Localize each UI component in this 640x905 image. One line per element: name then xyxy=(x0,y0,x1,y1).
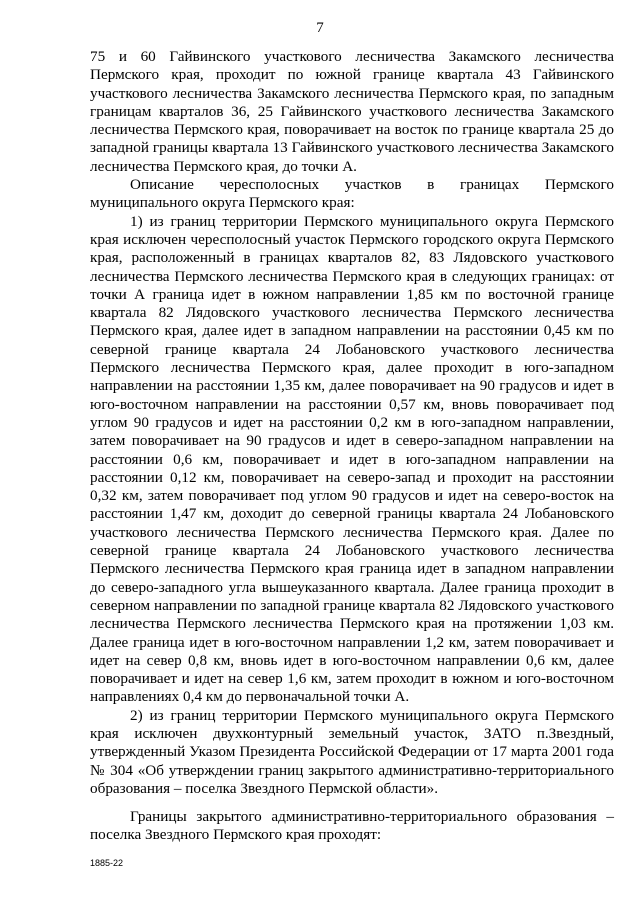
paragraph-item-1: 1) из границ территории Пермского муниципального округа Пермского края исключен чересполосный участок Пермского городского округа Пермского края, расположенный в границах кварталов 82, 83 Лядовского участкового лесничества Пермского лесничества Пермского края в следующих границах: от точки А граница идет в южном направлении 1,85 км по восточной границе квартала 82 Лядовского участкового лесничества Пермского лесничества Пермского края, далее идет в западном направлении на расстоянии 0,45 км по северной границе квартала 24 Лобановского участкового лесничества Пермского лесничества Пермского края, далее проходит в юго-западном направлении на расстоянии 1,35 км, далее поворачивает на 90 градусов и идет в юго-восточном направлении на расстоянии 0,57 км, вновь поворачивает под углом 90 градусов и идет на расстоянии 0,2 км в юго-западном направлении, затем поворачивает на 90 градусов и идет в северо-западном направлении на расстоянии 0,6 км, поворачивает и идет в юго-западном направлении на расстоянии 0,12 км, поворачивает на северо-запад и проходит на расстоянии 0,32 км, затем поворачивает под углом 90 градусов и идет на северо-восток на расстоянии 1,47 км, доходит до северной границы квартала 24 Лобановского участкового лесничества Пермского лесничества Пермского края. Далее по северной границе квартала 24 Лобановского участкового лесничества Пермского лесничества Пермского края граница идет в западном направлении до северо-западного угла вышеуказанного квартала. Далее граница проходит в северном направлении по западной границе квартала 82 Лядовского участкового лесничества Пермского лесничества Пермского края на протяжении 1,03 км. Далее граница идет в юго-восточном направлении 1,2 км, затем поворачивает и идет на север 0,8 км, вновь идет в юго-восточном направлении 0,6 км, далее поворачивает и идет на север 1,6 км, затем проходит в южном и юго-восточном направлениях 0,4 км до первоначальной точки А. xyxy=(90,212,614,706)
paragraph-item-2: 2) из границ территории Пермского муниципального округа Пермского края исключен двухконтурный земельный участок, ЗАТО п.Звездный, утвержденный Указом Президента Российской Федерации от 17 марта 2001 года № 304 «Об утверждении границ закрытого административно-территориального образования – поселка Звездного Пермской области». xyxy=(90,706,614,797)
page-number: 7 xyxy=(316,20,324,36)
document-body xyxy=(90,48,614,845)
document-code: 1885-22 xyxy=(90,858,124,868)
paragraph-zato-borders: Границы закрытого административно-территориального образования – поселка Звездного Пермского края проходят: xyxy=(90,808,614,844)
paragraph-description-heading: Описание чересполосных участков в границах Пермского муниципального округа Пермского края: xyxy=(90,176,614,212)
paragraph-continuation: 75 и 60 Гайвинского участкового лесничества Закамского лесничества Пермского края, проходит по южной границе квартала 43 Гайвинского участкового лесничества Закамского лесничества Пермского края, по западным границам кварталов 36, 25 Гайвинского участкового лесничества Закамского лесничества Пермского края, поворачивает на восток по границе квартала 25 до западной границы квартала 13 Гайвинского участкового лесничества Закамского лесничества Пермского края, до точки А. xyxy=(90,48,614,175)
